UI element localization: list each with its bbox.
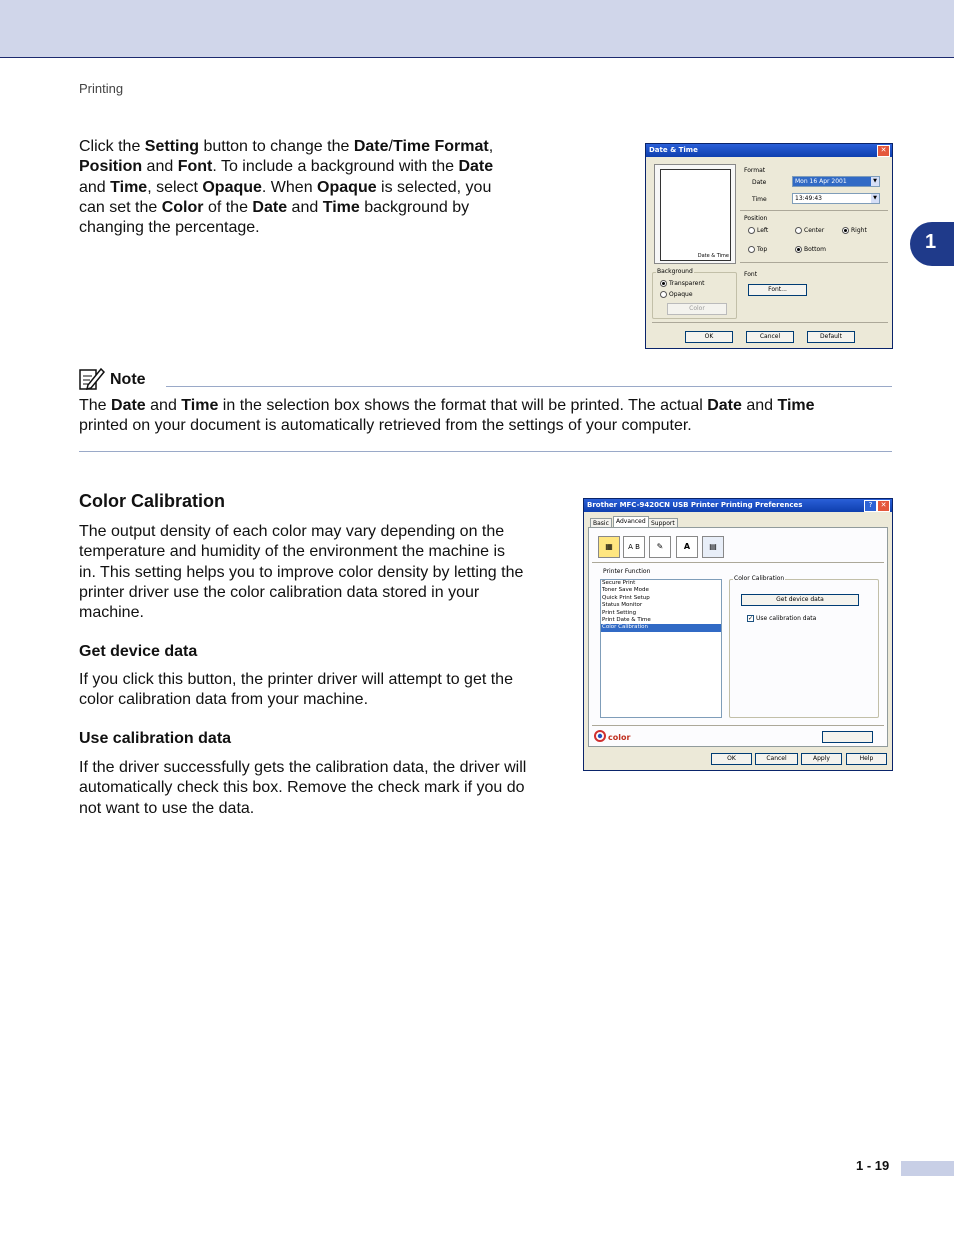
chevron-down-icon[interactable]: ▼ (871, 194, 879, 203)
chevron-down-icon[interactable]: ▼ (871, 177, 879, 186)
list-item-selected[interactable]: Color Calibration (601, 624, 721, 631)
preview-text: Date & Time (697, 253, 729, 259)
list-item[interactable]: Print Date & Time (602, 616, 651, 623)
transparent-radio[interactable] (660, 280, 667, 287)
tab-advanced[interactable]: Advanced (613, 516, 649, 528)
top-label: Top (757, 246, 768, 253)
help-button[interactable]: Help (846, 753, 887, 765)
opaque-radio[interactable] (660, 291, 667, 298)
transparent-label: Transparent (669, 280, 705, 287)
divider (592, 725, 884, 726)
duplex-icon[interactable]: A B (623, 536, 645, 558)
ok-button[interactable]: OK (711, 753, 752, 765)
dialog-title: Brother MFC-9420CN USB Printer Printing Preferences (584, 499, 892, 512)
chapter-number: 1 (925, 231, 937, 253)
note-icon (79, 367, 105, 391)
help-icon[interactable]: ? (864, 500, 877, 512)
bottom-label: Bottom (804, 246, 827, 253)
time-combo[interactable] (792, 193, 880, 204)
left-radio[interactable] (748, 227, 755, 234)
list-item[interactable]: Secure Print (602, 580, 636, 586)
page-number: 1 - 19 (856, 1158, 890, 1173)
center-label: Center (804, 227, 825, 234)
position-label: Position (744, 215, 768, 222)
tab-basic[interactable]: Basic (590, 518, 612, 528)
default-button[interactable]: Default (807, 331, 855, 343)
format-label: Format (744, 167, 766, 174)
calibration-group-label: Color Calibration (734, 575, 785, 582)
use-calibration-label: Use calibration data (756, 615, 817, 622)
tab-support[interactable]: Support (648, 518, 678, 528)
preview-page (660, 169, 731, 261)
note-text: The Date and Time in the selection box shows the format that will be printed. The actual Date and Time printed on your document is automatically retrieved from the settings of your computer. (79, 397, 815, 435)
apply-button[interactable]: Apply (801, 753, 842, 765)
close-icon[interactable]: ✕ (877, 500, 890, 512)
font-label: Font (744, 271, 758, 278)
divider (740, 210, 888, 211)
background-label: Background (657, 268, 693, 275)
page-number-bar (901, 1161, 954, 1176)
date-value: Mon 16 Apr 2001 (795, 178, 847, 185)
cancel-button[interactable]: Cancel (746, 331, 794, 343)
list-item[interactable]: Quick Print Setup (602, 594, 650, 601)
list-item[interactable]: Toner Save Mode (602, 587, 649, 594)
printer-function-label: Printer Function (603, 568, 651, 575)
time-value: 13:49:43 (795, 195, 822, 202)
divider (740, 262, 888, 263)
subheading-use-calibration-data: Use calibration data (79, 730, 232, 747)
top-radio[interactable] (748, 246, 755, 253)
get-device-data-button[interactable]: Get device data (741, 594, 859, 606)
note-top-rule (166, 386, 892, 387)
opaque-label: Opaque (669, 291, 693, 298)
cancel-button[interactable]: Cancel (755, 753, 798, 765)
running-title: Printing (79, 81, 124, 96)
color-logo-text: color (608, 733, 631, 742)
note-label: Note (110, 371, 146, 388)
date-label: Date (752, 179, 767, 186)
device-options-icon[interactable]: ▤ (702, 536, 724, 558)
section-body: The output density of each color may vary depending on the temperature and humidity of the environment the machine is in. This setting helps you to improve color density by letting the printer driver use the color calibration data stored in your machine. (79, 523, 524, 622)
color-logo-icon (593, 729, 607, 743)
quality-icon[interactable]: ▦ (598, 536, 620, 558)
watermark-icon[interactable]: ✎ (649, 536, 671, 558)
printing-preferences-dialog (583, 498, 893, 771)
section-title: Color Calibration (79, 491, 226, 511)
divider (652, 322, 888, 323)
subheading-get-device-data: Get device data (79, 643, 198, 660)
dialog-title: Date & Time (646, 144, 892, 157)
intro-paragraph: Click the Setting button to change the Date/Time Format, Position and Font. To include a background with the Date and Time, select Opaque. When Opaque is selected, you can set the Color of the Date and Time background by changing the percentage. (79, 138, 494, 237)
preview-frame (654, 164, 736, 264)
note-bottom-rule (79, 451, 892, 452)
time-label: Time (752, 196, 767, 203)
list-item[interactable]: Status Monitor (602, 602, 643, 609)
get-device-data-text: If you click this button, the printer driver will attempt to get the color calibration data from your machine. (79, 671, 513, 709)
date-time-dialog (645, 143, 893, 349)
use-calibration-checkbox[interactable]: ✓ (748, 615, 754, 622)
color-button[interactable]: Color (667, 303, 727, 315)
right-label: Right (851, 227, 867, 234)
divider (592, 562, 884, 563)
function-list[interactable] (600, 579, 722, 718)
right-radio[interactable] (842, 227, 849, 234)
font-button[interactable]: Font... (748, 284, 807, 296)
close-icon[interactable]: ✕ (877, 145, 890, 157)
page-setting-icon[interactable]: A (676, 536, 698, 558)
ok-button[interactable]: OK (685, 331, 733, 343)
left-label: Left (757, 227, 769, 234)
chapter-tab (910, 222, 954, 266)
bottom-radio[interactable] (795, 246, 802, 253)
list-item[interactable]: Print Setting (602, 609, 637, 616)
date-combo[interactable] (792, 176, 880, 187)
header-band (0, 0, 954, 58)
center-radio[interactable] (795, 227, 802, 234)
use-calibration-data-text: If the driver successfully gets the calibration data, the driver will automatically check this box. Remove the check mark if you do not want to use the data. (79, 759, 527, 817)
default-button[interactable] (822, 731, 873, 743)
